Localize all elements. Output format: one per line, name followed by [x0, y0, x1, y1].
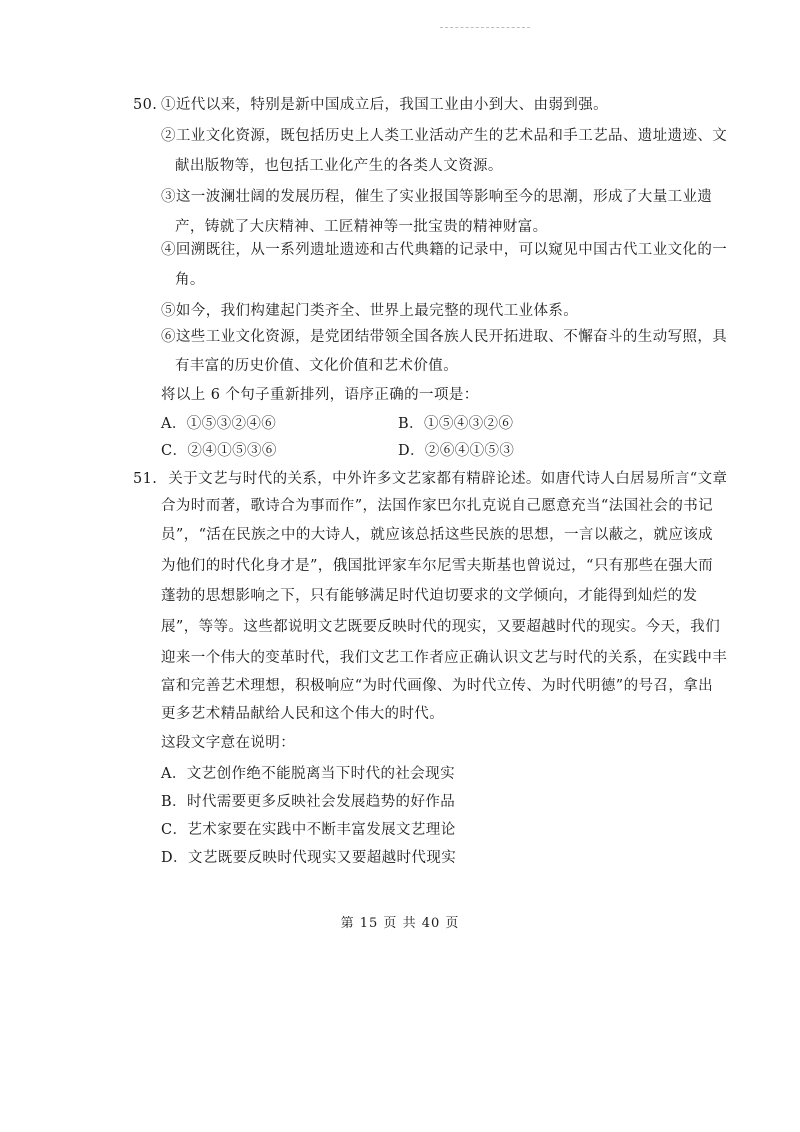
passage-line-6: 展”，等等。这些都说明文艺既要反映时代的现实，又要超越时代的现实。今天，我们 [161, 619, 721, 635]
sentence-6-line-2: 有丰富的历史价值、文化价值和艺术价值。 [175, 358, 459, 374]
passage-line-4: 为他们的时代化身才是”，俄国批评家车尔尼雪夫斯基也曾说过，“只有那些在强大而 [161, 558, 714, 574]
question-number: 50. [133, 97, 158, 113]
option-a[interactable]: A．文艺创作绝不能脱离当下时代的社会现实 [161, 766, 455, 782]
option-a[interactable]: A．①⑤③②④⑥ [161, 416, 277, 432]
passage-line-7: 迎来一个伟大的变革时代，我们文艺工作者应正确认识文艺与时代的关系，在实践中丰 [161, 650, 728, 666]
option-d[interactable]: D．②⑥④①⑤③ [398, 443, 515, 459]
option-c[interactable]: C．②④①⑤③⑥ [161, 443, 277, 459]
option-d[interactable]: D．文艺既要反映时代现实又要超越时代现实 [161, 850, 457, 866]
passage-line-5: 蓬勃的思想影响之下，只有能够满足时代迫切要求的文学倾向，才能得到灿烂的发 [161, 588, 698, 604]
sentence-2-line-2: 献出版物等，也包括工业化产生的各类人文资源。 [175, 158, 503, 174]
passage-line-1: 关于文艺与时代的关系，中外许多文艺家都有精辟论述。如唐代诗人白居易所言“文章 [168, 471, 728, 487]
option-b[interactable]: B．①⑤④③②⑥ [398, 416, 514, 432]
passage-line-2: 合为时而著，歌诗合为事而作”，法国作家巴尔扎克说自己愿意充当“法国社会的书记 [161, 498, 714, 514]
question-stem: ①近代以来，特别是新中国成立后，我国工业由小到大、由弱到强。 [161, 97, 608, 113]
passage-line-3: 员”，“活在民族之中的大诗人，就应该总括这些民族的思想，一言以蔽之，就应该成 [161, 527, 714, 543]
sentence-5: ⑤如今，我们构建起门类齐全、世界上最完整的现代工业体系。 [161, 303, 579, 319]
page-footer: 第 15 页 共 40 页 [340, 916, 460, 931]
question-prompt: 这段文字意在说明： [161, 735, 296, 751]
scan-artifact-line [440, 27, 530, 29]
question-prompt: 将以上 6 个句子重新排列，语序正确的一项是： [161, 387, 479, 403]
sentence-2-line-1: ②工业文化资源，既包括历史上人类工业活动产生的艺术品和手工艺品、遗址遗迹、文 [161, 128, 728, 144]
sentence-4-line-1: ④回溯既往，从一系列遗址遗迹和古代典籍的记录中，可以窥见中国古代工业文化的一 [161, 242, 728, 258]
sentence-6-line-1: ⑥这些工业文化资源，是党团结带领全国各族人民开拓进取、不懈奋斗的生动写照，具 [161, 329, 728, 345]
option-b[interactable]: B．时代需要更多反映社会发展趋势的好作品 [161, 794, 456, 810]
passage-line-8: 富和完善艺术理想，积极响应“为时代画像、为时代立传、为时代明德”的号召，拿出 [161, 678, 714, 694]
passage-line-9: 更多艺术精品献给人民和这个伟大的时代。 [161, 706, 445, 722]
option-c[interactable]: C．艺术家要在实践中不断丰富发展文艺理论 [161, 822, 456, 838]
question-number: 51. [133, 471, 158, 487]
sentence-4-line-2: 角。 [175, 272, 205, 288]
sentence-3-line-2: 产，铸就了大庆精神、工匠精神等一批宝贵的精神财富。 [175, 219, 548, 235]
sentence-3-line-1: ③这一波澜壮阔的发展历程，催生了实业报国等影响至今的思潮，形成了大量工业遗 [161, 189, 713, 205]
